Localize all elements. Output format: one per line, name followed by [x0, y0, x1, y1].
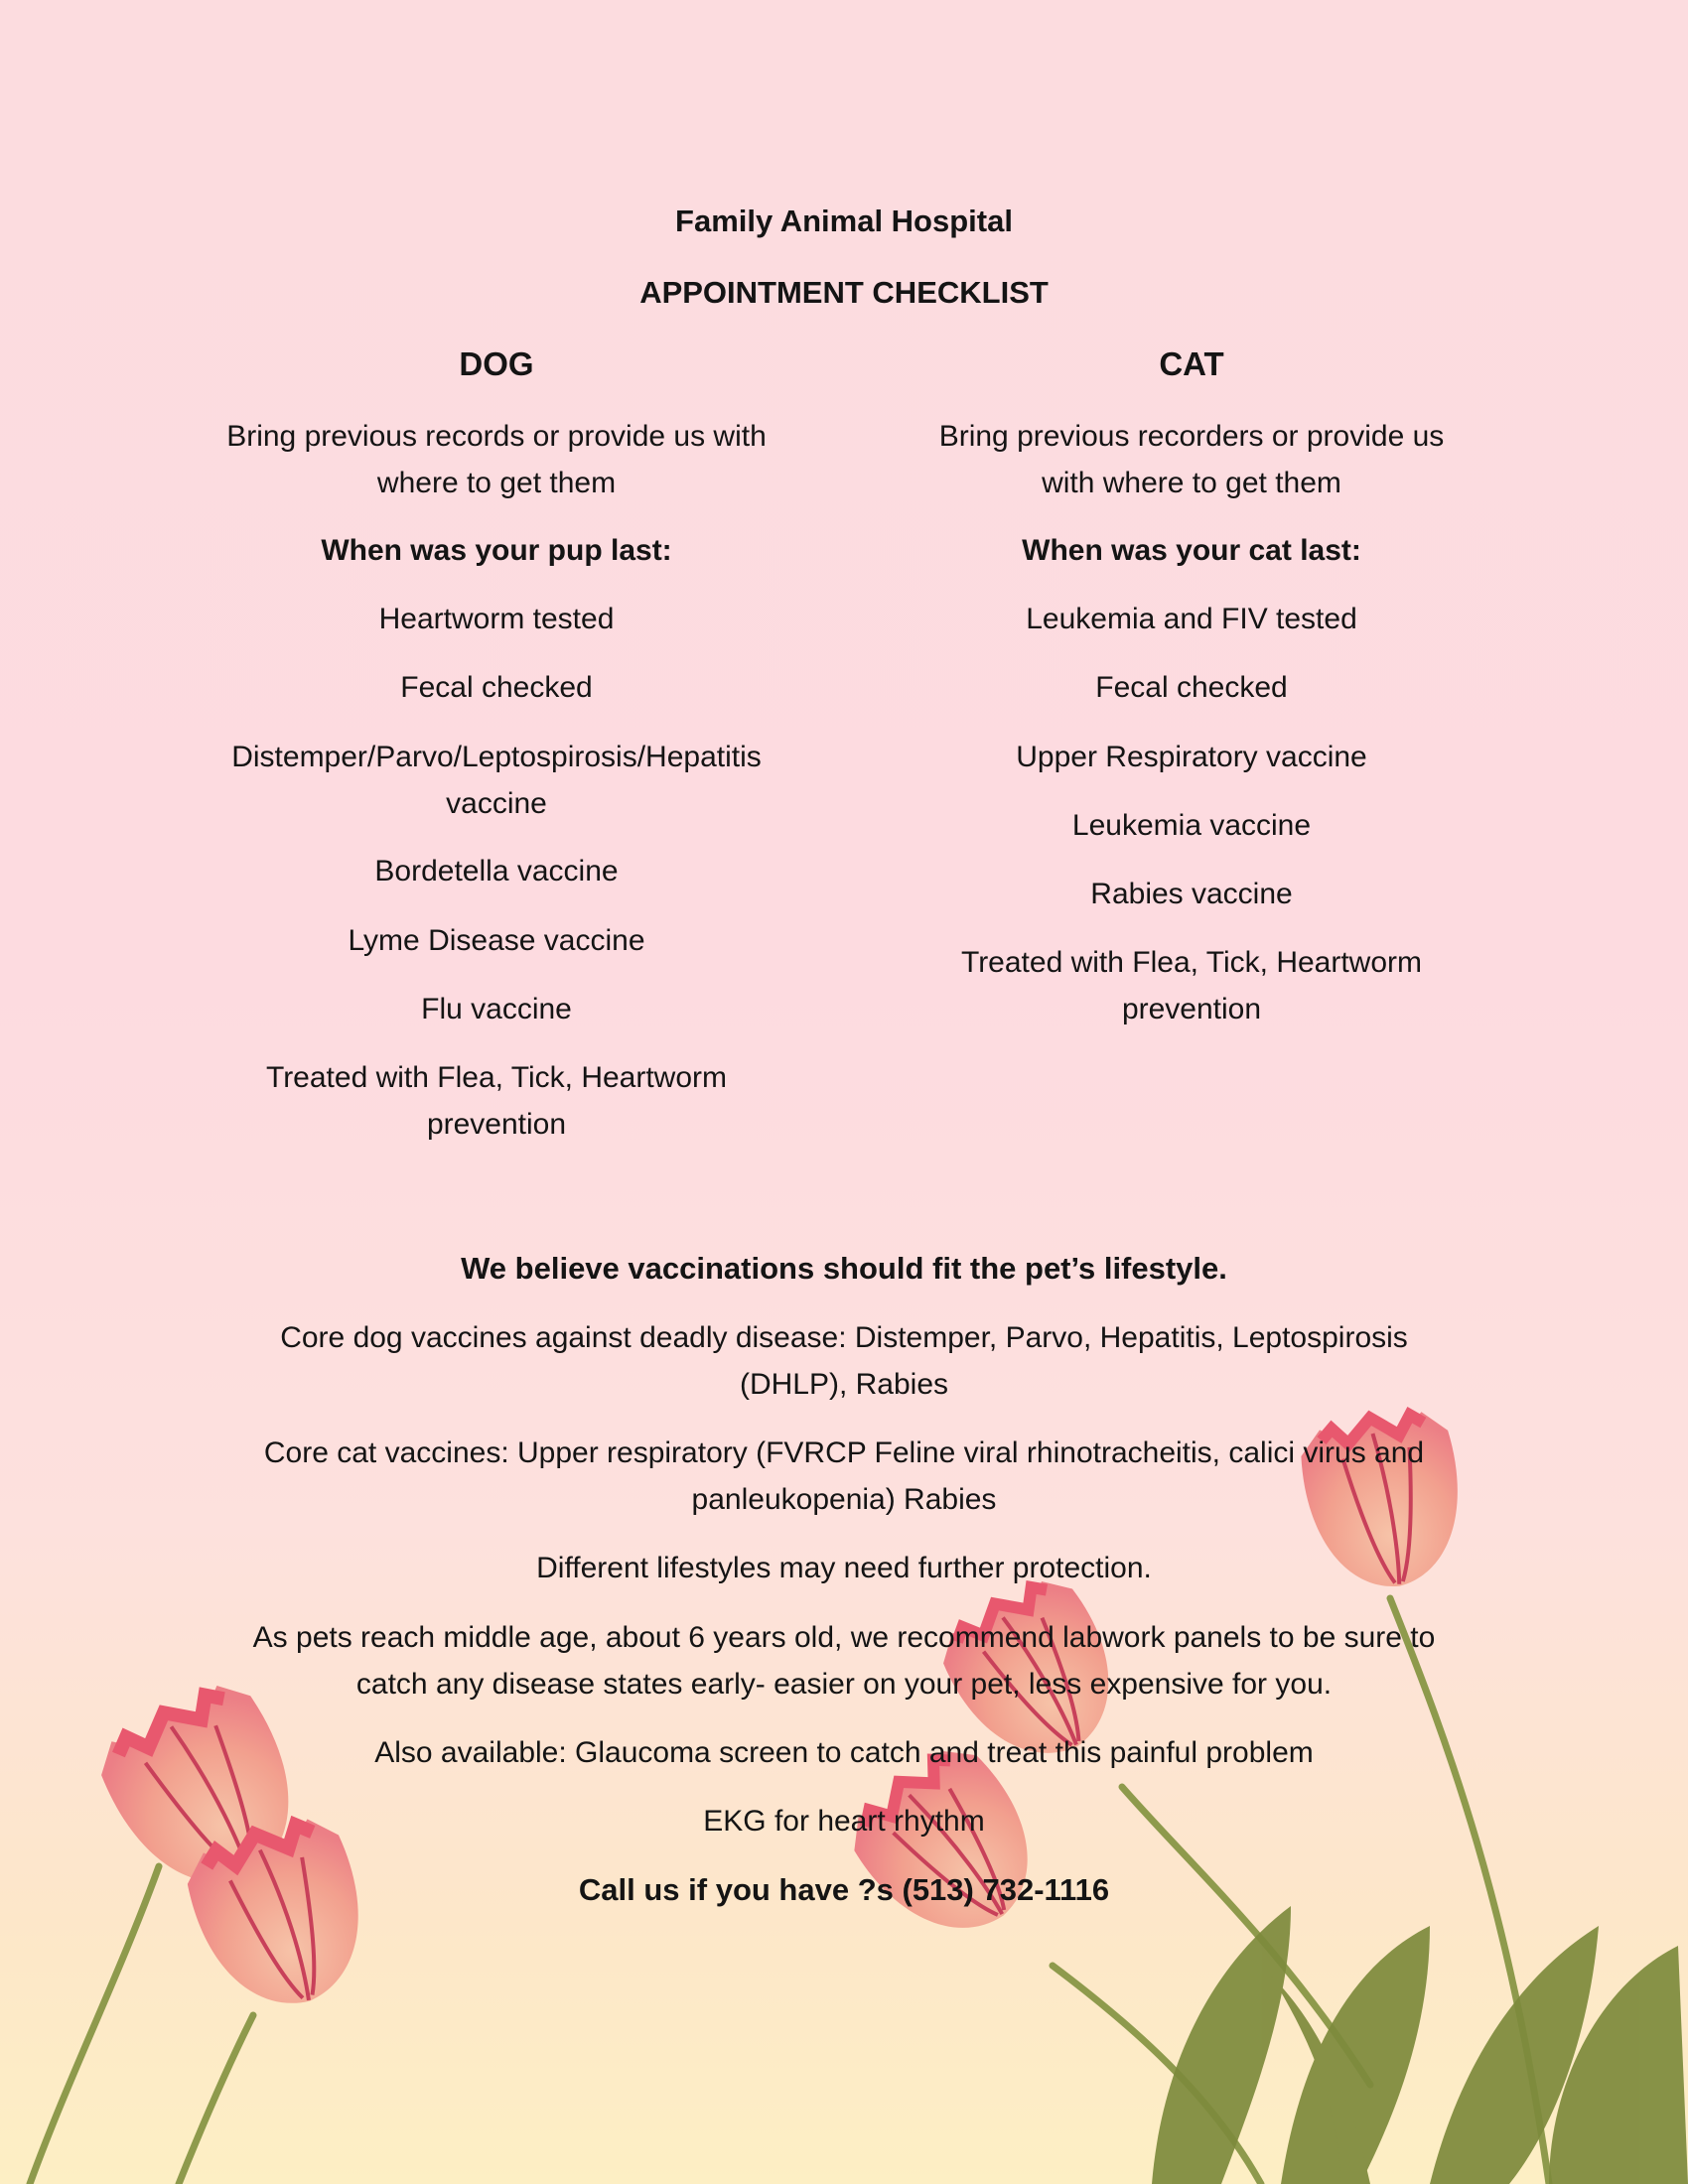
- cat-subheading: When was your cat last:: [1022, 534, 1361, 567]
- cat-records-line: with where to get them: [1042, 467, 1341, 499]
- dog-subheading: When was your pup last:: [321, 534, 672, 567]
- core-cat-vaccines-text: Core cat vaccines: Upper respiratory (FVRCP Feline viral rhinotracheitis, calici virus and: [263, 1436, 1425, 1469]
- core-dog-vaccines-text: Core dog vaccines against deadly disease: Distemper, Parvo, Hepatitis, Leptospirosis: [280, 1321, 1408, 1354]
- labwork-text: catch any disease states early- easier on your pet, less expensive for you.: [355, 1668, 1333, 1701]
- lifestyles-text: Different lifestyles may need further protection.: [536, 1552, 1152, 1584]
- cat-item: Treated with Flea, Tick, Heartworm: [960, 946, 1423, 979]
- dog-item: Distemper/Parvo/Leptospirosis/Hepatitis: [231, 741, 762, 773]
- dog-item: Fecal checked: [400, 671, 593, 704]
- cat-item: Rabies vaccine: [1090, 878, 1293, 910]
- cat-item: Fecal checked: [1095, 671, 1288, 704]
- cat-records-line: Bring previous recorders or provide us: [938, 420, 1445, 453]
- page-title: APPOINTMENT CHECKLIST: [639, 275, 1049, 310]
- dog-item: Flu vaccine: [421, 993, 572, 1025]
- dog-heading: DOG: [459, 345, 534, 382]
- cat-item: prevention: [1121, 993, 1262, 1025]
- cat-heading: CAT: [1159, 345, 1224, 382]
- dog-records-line: Bring previous records or provide us with: [226, 420, 767, 453]
- dog-item: vaccine: [446, 787, 547, 820]
- dog-item: prevention: [426, 1108, 567, 1141]
- dog-records-line: where to get them: [376, 467, 617, 499]
- core-cat-vaccines-text: panleukopenia) Rabies: [691, 1483, 997, 1516]
- vaccination-headline: We believe vaccinations should fit the pet’s lifestyle.: [461, 1251, 1227, 1286]
- cat-item: Leukemia vaccine: [1071, 809, 1312, 842]
- hospital-name: Family Animal Hospital: [675, 204, 1013, 238]
- cat-item: Upper Respiratory vaccine: [1016, 741, 1367, 773]
- call-us-phone: Call us if you have ?s (513) 732-1116: [578, 1872, 1110, 1907]
- dog-item: Bordetella vaccine: [374, 855, 619, 887]
- glaucoma-text: Also available: Glaucoma screen to catch and treat this painful problem: [374, 1736, 1314, 1769]
- dog-item: Lyme Disease vaccine: [348, 924, 645, 957]
- dog-item: Heartworm tested: [378, 603, 615, 635]
- cat-item: Leukemia and FIV tested: [1026, 603, 1357, 635]
- labwork-text: As pets reach middle age, about 6 years old, we recommend labwork panels to be sure to: [252, 1621, 1436, 1654]
- ekg-text: EKG for heart rhythm: [703, 1805, 985, 1838]
- core-dog-vaccines-text: (DHLP), Rabies: [739, 1368, 949, 1401]
- dog-item: Treated with Flea, Tick, Heartworm: [265, 1061, 728, 1094]
